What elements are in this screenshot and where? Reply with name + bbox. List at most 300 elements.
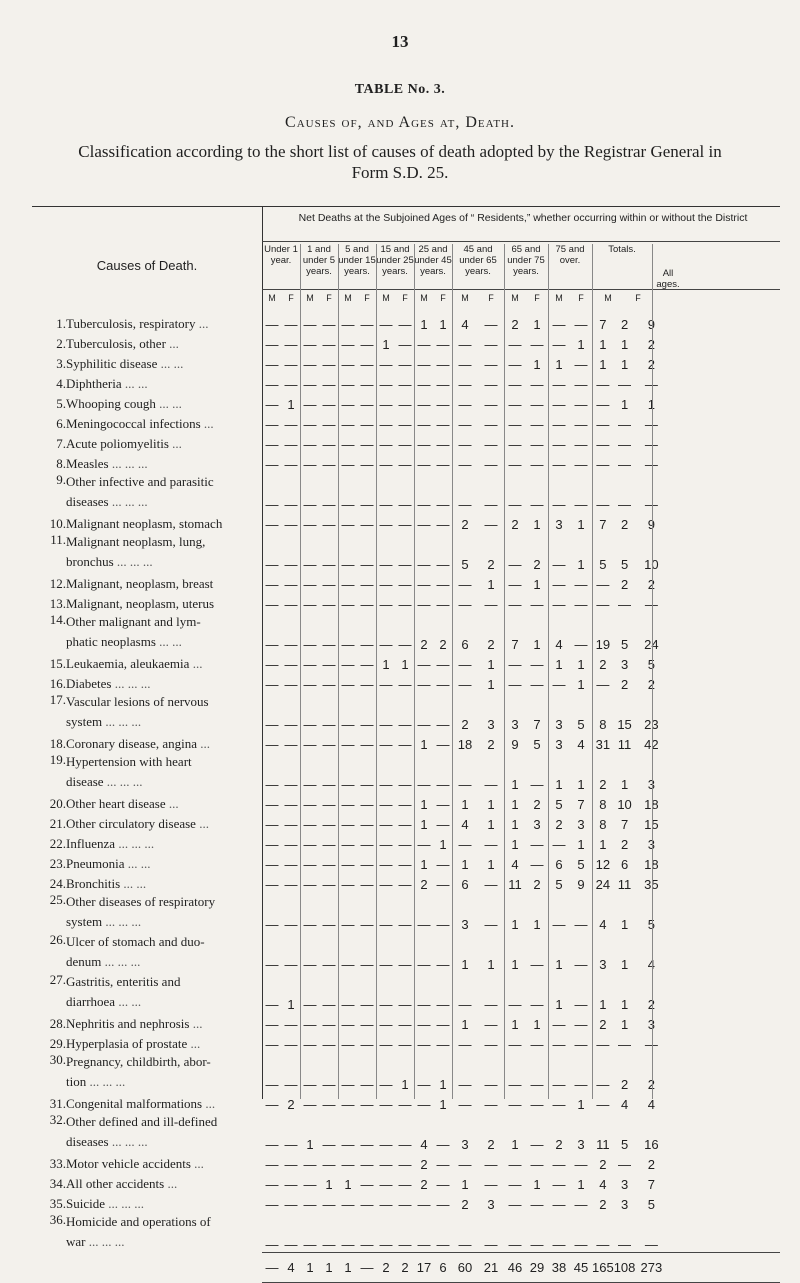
count-cell: 3 [461, 917, 469, 932]
cause-of-death [66, 612, 262, 652]
count-cell: 5 [620, 557, 629, 572]
count-cell: — [644, 1037, 658, 1052]
count-cell: 1 [555, 957, 563, 972]
cause-of-death [66, 852, 262, 872]
count-cell: — [379, 877, 393, 892]
total-cell: 60 [457, 1259, 473, 1275]
leader-dots: ... ... ... [114, 676, 151, 691]
count-cell: 4 [461, 817, 469, 832]
cause-of-death [66, 432, 262, 452]
count-cell: — [484, 497, 498, 512]
count-cell: 1 [287, 997, 295, 1012]
count-cell: — [341, 1197, 355, 1212]
cause-of-death [66, 672, 262, 692]
count-cell: 4 [420, 1137, 428, 1152]
count-cell: 2 [487, 737, 495, 752]
count-cell: 2 [647, 577, 656, 592]
count-cell: — [417, 357, 431, 372]
count-cell: 1 [439, 317, 447, 332]
cause-label: Malignant, neoplasm, uterus [66, 596, 215, 611]
count-cell: — [265, 577, 279, 592]
count-cell: — [322, 777, 336, 792]
count-cell: — [398, 737, 412, 752]
row-number: 21. [49, 816, 66, 831]
count-cell: 1 [511, 817, 519, 832]
count-cell: — [458, 577, 472, 592]
blank-cell [32, 1252, 66, 1282]
count-cell: — [508, 377, 522, 392]
count-cell: — [436, 1137, 450, 1152]
count-cell: 2 [420, 637, 428, 652]
count-cell: 5 [555, 797, 563, 812]
count-cell: 1 [487, 577, 495, 592]
count-cell: — [530, 837, 544, 852]
count-cell: — [398, 1237, 412, 1252]
leader-dots: ... [167, 1176, 178, 1191]
count-cell: 2 [620, 1077, 629, 1092]
count-cell: — [458, 657, 472, 672]
count-cell: 1 [306, 1137, 314, 1152]
table-row [32, 1092, 727, 1112]
cause-of-death [66, 512, 262, 532]
count-cell: 2 [647, 1157, 656, 1172]
count-cell: 1 [533, 1017, 541, 1032]
row-number: 33. [49, 1156, 66, 1171]
age-group-heading: 75 and over. [555, 244, 585, 266]
count-cell: 1 [487, 657, 495, 672]
cause-label: Measles [66, 456, 109, 471]
count-cell: 2 [647, 337, 656, 352]
age-group-heading: 1 and under 5 years. [302, 244, 336, 277]
count-cell: — [436, 777, 450, 792]
count-cell: — [284, 1197, 298, 1212]
table-row [32, 1212, 727, 1252]
count-cell: — [360, 437, 374, 452]
count-cell: — [530, 857, 544, 872]
cause-of-death [66, 732, 262, 752]
table-row [32, 812, 727, 832]
count-cell: — [398, 1177, 412, 1192]
row-number: 27. [49, 972, 66, 987]
total-cell: 2 [382, 1259, 390, 1275]
count-cell: — [341, 497, 355, 512]
count-cell: 1 [420, 857, 428, 872]
count-cell: — [341, 357, 355, 372]
count-cell: — [530, 1037, 544, 1052]
count-cell: 2 [533, 797, 541, 812]
leader-dots: ... [190, 1036, 201, 1051]
count-cell: 7 [577, 797, 585, 812]
table-row [32, 892, 727, 932]
count-cell: — [265, 457, 279, 472]
count-cell: — [265, 737, 279, 752]
count-cell: 1 [555, 657, 563, 672]
row-number: 4. [56, 376, 66, 391]
count-cell: — [417, 837, 431, 852]
count-cell: — [303, 877, 317, 892]
count-cell: — [574, 597, 588, 612]
age-group-heading: Totals. [608, 244, 636, 255]
count-cell: — [360, 577, 374, 592]
count-cell: 1 [599, 357, 607, 372]
count-cell: 3 [577, 817, 585, 832]
cause-of-death [66, 1092, 262, 1112]
count-cell: — [398, 597, 412, 612]
count-cell: 2 [555, 817, 563, 832]
row-number: 23. [49, 856, 66, 871]
count-cell: — [417, 677, 431, 692]
count-cell: — [530, 1197, 544, 1212]
count-cell: — [552, 1017, 566, 1032]
count-cell: — [379, 1197, 393, 1212]
table-row [32, 512, 727, 532]
count-cell: 1 [487, 817, 495, 832]
count-cell: 1 [511, 837, 519, 852]
total-cell: 165 [592, 1259, 614, 1275]
female-column-label: F [578, 293, 584, 303]
count-cell: — [322, 1197, 336, 1212]
count-cell: 2 [487, 1137, 495, 1152]
column-separator [300, 244, 301, 1099]
count-cell: — [552, 417, 566, 432]
table-row [32, 1192, 727, 1212]
cause-of-death [66, 332, 262, 352]
count-cell: 3 [620, 1197, 629, 1212]
count-cell: — [265, 1237, 279, 1252]
count-cell: 2 [555, 1137, 563, 1152]
male-column-label: M [461, 293, 469, 303]
count-cell: 1 [487, 797, 495, 812]
cause-label-continued: diarrhoea [66, 994, 116, 1009]
count-cell: 4 [599, 1177, 607, 1192]
cause-of-death [66, 1192, 262, 1212]
count-cell: — [436, 337, 450, 352]
count-cell: — [284, 1177, 298, 1192]
count-cell: — [284, 457, 298, 472]
count-cell: — [341, 717, 355, 732]
cause-label: Other infective and parasitic [66, 474, 214, 489]
count-cell: — [341, 557, 355, 572]
count-cell: — [574, 377, 588, 392]
row-number: 5. [56, 396, 66, 411]
count-cell: — [508, 1097, 522, 1112]
count-cell: 1 [577, 657, 585, 672]
count-cell: 1 [461, 1177, 469, 1192]
count-cell: — [574, 1197, 588, 1212]
count-cell: 1 [439, 1097, 447, 1112]
count-cell: — [322, 457, 336, 472]
female-column-label: F [440, 293, 446, 303]
total-cell: 45 [573, 1259, 589, 1275]
count-cell: 1 [620, 357, 629, 372]
count-cell: — [398, 877, 412, 892]
cause-label: Congenital malformations [66, 1096, 203, 1111]
cause-label: Hypertension with heart [66, 754, 192, 769]
count-cell: — [508, 357, 522, 372]
count-cell: 1 [511, 777, 519, 792]
count-cell: — [265, 837, 279, 852]
count-cell: — [574, 1157, 588, 1172]
count-cell: — [574, 457, 588, 472]
row-number: 8. [56, 456, 66, 471]
count-cell: — [322, 557, 336, 572]
leader-dots: ... ... ... [111, 1134, 148, 1149]
header-rule [262, 241, 780, 242]
count-cell: — [574, 1077, 588, 1092]
count-cell: 11 [508, 877, 522, 892]
count-cell: 3 [487, 717, 495, 732]
count-cell: 8 [599, 717, 607, 732]
count-cell: — [618, 497, 632, 512]
table-row [32, 472, 727, 512]
count-cell: — [508, 1237, 522, 1252]
count-cell: — [458, 457, 472, 472]
age-group-heading: 65 and under 75 years. [507, 244, 545, 277]
count-cell: — [484, 1077, 498, 1092]
count-cell: — [379, 1037, 393, 1052]
count-cell: 1 [577, 837, 585, 852]
count-cell: — [360, 397, 374, 412]
count-cell: 2 [599, 1157, 607, 1172]
count-cell: — [360, 857, 374, 872]
count-cell: 7 [599, 317, 607, 332]
cause-of-death [66, 372, 262, 392]
count-cell: — [360, 837, 374, 852]
count-cell: 1 [420, 797, 428, 812]
count-cell: 5 [620, 1137, 629, 1152]
count-cell: — [436, 997, 450, 1012]
count-cell: — [530, 777, 544, 792]
female-column-label: F [635, 293, 641, 303]
count-cell: 8 [599, 797, 607, 812]
count-cell: — [265, 1157, 279, 1172]
count-cell: — [436, 657, 450, 672]
count-cell: — [458, 1237, 472, 1252]
leader-dots: ... ... ... [106, 774, 143, 789]
cause-label-continued: disease [66, 774, 104, 789]
count-cell: 5 [577, 717, 585, 732]
count-cell: 1 [555, 357, 563, 372]
count-cell: 4 [599, 917, 607, 932]
female-column-label: F [364, 293, 370, 303]
count-cell: — [379, 1137, 393, 1152]
count-cell: 18 [644, 797, 659, 812]
count-cell: — [484, 1237, 498, 1252]
count-cell: — [436, 817, 450, 832]
count-cell: — [484, 837, 498, 852]
table-row [32, 692, 727, 732]
count-cell: 2 [647, 357, 656, 372]
count-cell: — [322, 1157, 336, 1172]
cause-of-death [66, 452, 262, 472]
row-number: 22. [49, 836, 66, 851]
column-separator [652, 244, 653, 1099]
count-cell: — [417, 997, 431, 1012]
count-cell: 1 [620, 1017, 629, 1032]
count-cell: — [341, 1017, 355, 1032]
blank-cell [66, 1252, 262, 1282]
count-cell: 18 [457, 737, 473, 752]
count-cell: — [398, 1197, 412, 1212]
count-cell: 3 [511, 717, 519, 732]
cause-of-death [66, 1152, 262, 1172]
count-cell: — [341, 777, 355, 792]
count-cell: — [265, 497, 279, 512]
count-cell: — [484, 1097, 498, 1112]
all-ages-heading: All ages. [656, 268, 680, 290]
count-cell: — [552, 317, 566, 332]
count-cell: — [436, 1237, 450, 1252]
count-cell: 2 [647, 1077, 656, 1092]
count-cell: — [379, 437, 393, 452]
total-cell: — [265, 1259, 279, 1275]
count-cell: 2 [599, 1017, 607, 1032]
column-separator [452, 244, 453, 1099]
count-cell: — [436, 857, 450, 872]
count-cell: — [265, 337, 279, 352]
count-cell: — [265, 657, 279, 672]
count-cell: 3 [487, 1197, 495, 1212]
count-cell: — [341, 797, 355, 812]
count-cell: — [322, 417, 336, 432]
count-cell: — [436, 557, 450, 572]
count-cell: — [508, 1077, 522, 1092]
cause-of-death [66, 872, 262, 892]
count-cell: 1 [620, 777, 629, 792]
count-cell: — [360, 457, 374, 472]
count-cell: — [530, 1157, 544, 1172]
count-cell: — [341, 457, 355, 472]
count-cell: 8 [599, 817, 607, 832]
leader-dots: ... ... ... [118, 836, 155, 851]
count-cell: 1 [533, 577, 541, 592]
count-cell: — [458, 417, 472, 432]
count-cell: — [322, 397, 336, 412]
count-cell: — [303, 1037, 317, 1052]
subheader-rule [262, 289, 780, 290]
count-cell: 1 [420, 737, 428, 752]
leader-dots: ... [198, 316, 209, 331]
total-cell: 46 [507, 1259, 523, 1275]
leader-dots: ... [169, 336, 179, 351]
cause-of-death [66, 892, 262, 932]
count-cell: — [417, 517, 431, 532]
count-cell: 15 [617, 717, 632, 732]
total-cell: 2 [401, 1259, 409, 1275]
leader-dots: ... [192, 1016, 203, 1031]
count-cell: — [379, 1157, 393, 1172]
count-cell: — [574, 497, 588, 512]
count-cell: — [398, 417, 412, 432]
count-cell: — [360, 717, 374, 732]
count-cell: — [265, 1077, 279, 1092]
count-cell: — [303, 377, 317, 392]
count-cell: — [379, 397, 393, 412]
count-cell: 1 [620, 917, 629, 932]
count-cell: — [379, 1017, 393, 1032]
cause-of-death [66, 1012, 262, 1032]
cause-label: Malignant neoplasm, stomach [66, 516, 223, 531]
count-cell: — [458, 997, 472, 1012]
count-cell: — [618, 1237, 632, 1252]
count-cell: 1 [420, 317, 428, 332]
cause-label: Tuberculosis, other [66, 336, 166, 351]
count-cell: — [303, 1157, 317, 1172]
table-row [32, 572, 727, 592]
count-cell: — [341, 1237, 355, 1252]
table-row [32, 832, 727, 852]
count-cell: — [458, 1097, 472, 1112]
count-cell: — [596, 397, 610, 412]
count-cell: — [341, 637, 355, 652]
row-number: 15. [49, 656, 66, 671]
count-cell: — [508, 437, 522, 452]
count-cell: — [552, 577, 566, 592]
count-cell: 2 [620, 577, 629, 592]
female-column-label: F [326, 293, 332, 303]
count-cell: 3 [533, 817, 541, 832]
totals-row [32, 1252, 727, 1282]
count-cell: — [303, 957, 317, 972]
count-cell: 3 [647, 1017, 656, 1032]
count-cell: — [398, 1137, 412, 1152]
count-cell: — [530, 657, 544, 672]
count-cell: — [265, 1097, 279, 1112]
count-cell: 2 [420, 1177, 428, 1192]
count-cell: — [265, 1017, 279, 1032]
count-cell: — [379, 417, 393, 432]
count-cell: — [265, 1177, 279, 1192]
cause-label: Malignant neoplasm, lung, [66, 534, 206, 549]
cause-label: Coronary disease, angina [66, 736, 198, 751]
count-cell: — [284, 857, 298, 872]
count-cell: — [417, 1197, 431, 1212]
count-cell: — [379, 597, 393, 612]
count-cell: — [360, 777, 374, 792]
row-number: 13. [49, 596, 66, 611]
count-cell: — [303, 917, 317, 932]
cause-of-death [66, 352, 262, 372]
count-cell: — [484, 377, 498, 392]
count-cell: — [360, 917, 374, 932]
count-cell: 4 [577, 737, 585, 752]
count-cell: — [379, 637, 393, 652]
count-cell: — [379, 957, 393, 972]
cause-label-continued: denum [66, 954, 102, 969]
count-cell: — [284, 377, 298, 392]
count-cell: — [436, 437, 450, 452]
cause-label: Diabetes [66, 676, 112, 691]
leader-dots: ... [172, 436, 182, 451]
leader-dots: ... ... [124, 376, 148, 391]
count-cell: — [436, 1037, 450, 1052]
count-cell: — [341, 397, 355, 412]
total-cell: 108 [613, 1259, 636, 1275]
count-cell: — [341, 597, 355, 612]
count-cell: — [360, 497, 374, 512]
leader-dots: ... ... ... [105, 914, 142, 929]
count-cell: — [436, 357, 450, 372]
count-cell: 1 [599, 837, 607, 852]
count-cell: — [596, 1097, 610, 1112]
count-cell: — [484, 337, 498, 352]
count-cell: 1 [511, 957, 519, 972]
row-number: 17. [49, 692, 66, 707]
table-row [32, 752, 727, 792]
count-cell: 1 [577, 557, 585, 572]
cause-of-death [66, 412, 262, 432]
count-cell: — [379, 857, 393, 872]
